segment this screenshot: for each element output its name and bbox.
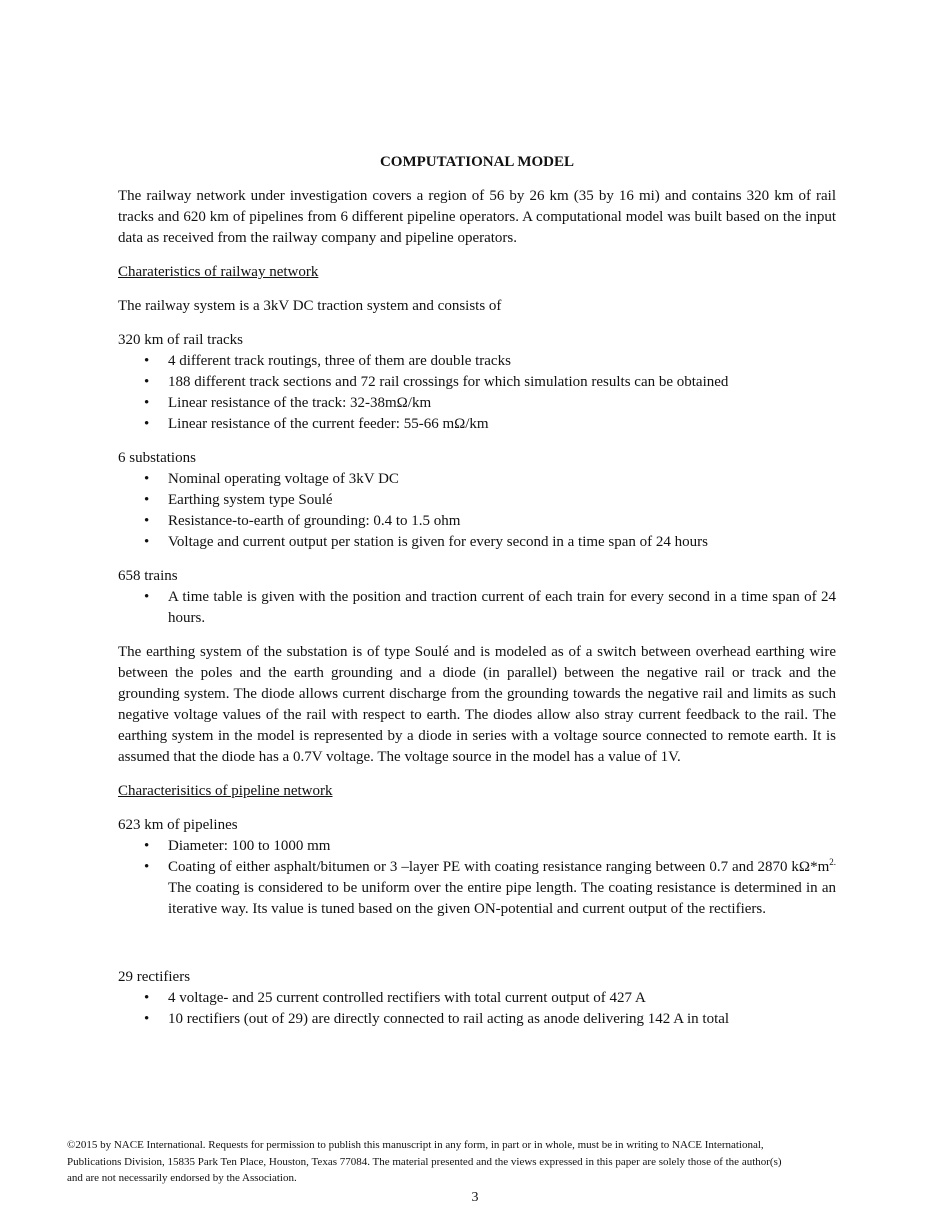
list-item: • Nominal operating voltage of 3kV DC <box>118 469 836 490</box>
bullet-icon: • <box>144 990 150 1006</box>
bullet-icon: • <box>144 374 150 390</box>
paper-body <box>118 152 836 1043</box>
bullet-icon: • <box>144 395 150 411</box>
bullet-icon: • <box>144 513 150 529</box>
substations-list <box>118 469 836 553</box>
tracks-heading: 320 km of rail tracks <box>118 332 243 348</box>
list-item: • Linear resistance of the current feeder: 55-66 mΩ/km <box>118 414 836 435</box>
list-item: • 10 rectifiers (out of 29) are directly connected to rail acting as anode delivering 142 A in total <box>118 1009 836 1030</box>
list-item: • A time table is given with the position and traction current of each train for every second in a time span of 24 hours. <box>144 589 836 626</box>
bullet-icon: • <box>144 353 150 369</box>
copyright-footer: ©2015 by NACE International. Requests for permission to publish this manuscript in any form, in part or in whole, must be in writing to NACE International, Publications Division, 15835 Park Ten Place, Houston, Texas 77084. The material presented and the views expressed in this paper are solely those of the author(s) and are not necessarily endorsed by the Association. <box>67 1139 782 1184</box>
railway-subheading: Charateristics of railway network <box>118 264 319 280</box>
bullet-icon: • <box>144 471 150 487</box>
list-item: • 4 different track routings, three of them are double tracks <box>118 351 836 372</box>
trains-heading: 658 trains <box>118 568 178 584</box>
bullet-icon: • <box>144 859 150 875</box>
rectifiers-list <box>118 988 836 1030</box>
earthing-paragraph: The earthing system of the substation is of type Soulé and is modeled as of a switch between overhead earthing wire between the poles and the earth grounding and a diode (in parallel) between the negative rail or track and the grounding system. The diode allows current discharge from the grounding towards the negative rail and limits as such negative voltage values of the rail with respect to earth. The diodes allow also stray current feedback to the rail. The earthing system in the model is represented by a diode in series with a voltage source connected to remote earth. It is assumed that the diode has a 0.7V voltage. The voltage source in the model has a value of 1V. <box>118 644 836 765</box>
superscript: 2. <box>829 857 836 867</box>
list-item: • 188 different track sections and 72 rail crossings for which simulation results can be obtained <box>118 372 836 393</box>
rectifiers-heading: 29 rectifiers <box>118 969 191 985</box>
bullet-icon: • <box>144 492 150 508</box>
list-item: • Earthing system type Soulé <box>118 490 836 511</box>
bullet-icon: • <box>144 534 150 550</box>
bullet-icon: • <box>144 589 150 605</box>
list-item: • Resistance-to-earth of grounding: 0.4 to 1.5 ohm <box>118 511 836 532</box>
bullet-icon: • <box>144 838 150 854</box>
list-item: • Coating of either asphalt/bitumen or 3 –layer PE with coating resistance ranging between 0.7 and 2870 $k\Omega*m^{2.}$ The coating is considered to be uniform over the entire pipe length. The coating resistance is determined in an iterative way. Its value is tuned based on the given ON-potential and current output of the rectifiers. <box>144 857 836 917</box>
list-item: • Voltage and current output per station is given for every second in a time span of 24 hours <box>118 532 836 553</box>
list-item: • 4 voltage- and 25 current controlled rectifiers with total current output of 427 A <box>118 988 836 1009</box>
substations-heading: 6 substations <box>118 450 196 466</box>
bullet-icon: • <box>144 1011 150 1027</box>
bullet-icon: • <box>144 416 150 432</box>
pipelines-list <box>118 836 836 920</box>
railway-lead: The railway system is a 3kV DC traction system and consists of <box>118 298 502 314</box>
intro-paragraph: The railway network under investigation covers a region of 56 by 26 km (35 by 16 mi) and contains 320 km of rail tracks and 620 km of pipelines from 6 different pipeline operators. A computational model was built based on the input data as received from the railway company and pipeline operators. <box>118 188 836 246</box>
list-item: • Diameter: 100 to 1000 mm <box>118 836 836 857</box>
pipelines-heading: 623 km of pipelines <box>118 817 238 833</box>
pipeline-subheading: Characterisitics of pipeline network <box>118 783 333 799</box>
trains-list <box>118 587 836 629</box>
section-heading: COMPUTATIONAL MODEL <box>379 154 575 170</box>
list-item: • Linear resistance of the track: 32-38mΩ/km <box>118 393 836 414</box>
tracks-list <box>118 351 836 435</box>
page-number: 3 <box>471 1190 479 1205</box>
